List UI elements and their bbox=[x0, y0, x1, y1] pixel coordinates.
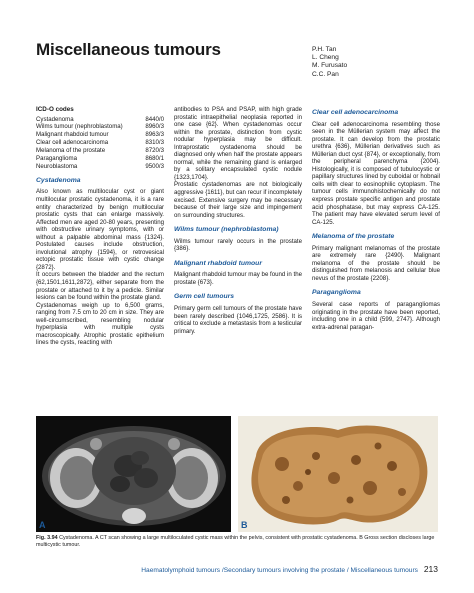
ct-scan-graphic bbox=[36, 416, 231, 532]
icdo-code: 8720/3 bbox=[145, 147, 164, 155]
author: P.H. Tan bbox=[312, 46, 337, 53]
icdo-code: 8440/0 bbox=[145, 115, 164, 123]
icdo-heading: ICD-O codes bbox=[36, 106, 74, 113]
icdo-row bbox=[36, 147, 164, 155]
column-1 bbox=[36, 106, 164, 347]
author-list bbox=[312, 46, 347, 79]
ct-scan-image bbox=[36, 416, 231, 532]
icdo-row bbox=[36, 131, 164, 139]
icdo-row bbox=[36, 155, 164, 163]
body-paragraph: Prostatic cystadenomas are not biologically aggressive {1611}, but can recur if incompletely excised. Extensive surgery may be necessary because of their large size and impingement on surrounding structures. bbox=[174, 181, 302, 219]
icdo-name: Cystadenoma bbox=[36, 115, 74, 123]
body-paragraph: Primary germ cell tumours of the prostate have been rarely described {1046,1725, 2586}. It is critical to exclude a metastasis from a testicular primary. bbox=[174, 305, 302, 335]
author: M. Furusato bbox=[312, 62, 348, 70]
section-heading-melanoma: Melanoma of the prostate bbox=[312, 233, 395, 241]
column-3 bbox=[312, 109, 440, 331]
page-title: Miscellaneous tumours bbox=[36, 40, 221, 59]
icdo-row bbox=[36, 116, 164, 124]
body-paragraph: Cystadenomas weigh up to 6,500 grams, ranging from 7.5 cm to 20 cm in size. They are well-circumscribed, resembling nodular hyperplasia with multiple cysts macroscopically. Atrophic prostatic epithelium lines the cysts, reacting with bbox=[36, 301, 164, 347]
icdo-row bbox=[36, 123, 164, 131]
icdo-code: 8680/1 bbox=[145, 155, 164, 163]
body-paragraph: Primary malignant melanomas of the prostate are extremely rare {2490}. Malignant melanoma of the prostate should be distinguished from melanosis and cellular blue nevus of the prostate {2208}. bbox=[312, 244, 440, 282]
body-paragraph: antibodies to PSA and PSAP, with high grade prostatic intraepithelial neoplasia reported in one case {62}. When cystadenomas occur within the prostate, distinction from cystic nodular hyperplasia may be difficult. Intraprostatic cystadenoma should be diagnosed only when half the prostate appears normal, while the remaining gland is enlarged by a solitary encapsulated cystic nodule {1323,1704}. bbox=[174, 106, 302, 181]
gross-specimen-graphic bbox=[238, 416, 438, 532]
body-paragraph: Wilms tumour rarely occurs in the prostate {386}. bbox=[174, 237, 302, 253]
panel-label-a: A bbox=[39, 520, 46, 530]
section-heading-germ-cell: Germ cell tumours bbox=[174, 293, 235, 301]
icdo-name: Wilms tumour (nephroblastoma) bbox=[36, 123, 123, 131]
icdo-name: Neuroblastoma bbox=[36, 162, 78, 170]
icdo-code: 8960/3 bbox=[145, 123, 164, 131]
icdo-code: 9500/3 bbox=[145, 162, 164, 170]
icdo-code: 8963/3 bbox=[145, 131, 164, 139]
icdo-name: Malignant rhabdoid tumour bbox=[36, 131, 109, 139]
author: L. Cheng bbox=[312, 54, 339, 62]
body-paragraph: Several case reports of paragangliomas originating in the prostate have been reported, including one in a child {599, 2747}. Although extra-adrenal paragan- bbox=[312, 301, 440, 331]
icdo-row bbox=[36, 163, 164, 171]
running-title: Haematolymphoid tumours /Secondary tumours involving the prostate / Miscellaneous tumours bbox=[141, 567, 418, 574]
section-heading-cystadenoma: Cystadenoma bbox=[36, 176, 81, 184]
gross-section-image bbox=[238, 416, 438, 532]
page-number: 213 bbox=[423, 564, 438, 574]
body-paragraph: Malignant rhabdoid tumour may be found in the prostate {673}. bbox=[174, 271, 302, 286]
running-footer bbox=[36, 564, 438, 574]
icdo-code: 8310/3 bbox=[145, 139, 164, 147]
section-heading-paraganglioma: Paraganglioma bbox=[312, 289, 361, 297]
caption-text: Cystadenoma. A CT scan showing a large multiloculated cystic mass within the pelvis, consistent with prostatic cystadenoma. B Gross section discloses large multicystic tumour. bbox=[36, 535, 435, 548]
section-heading-rhabdoid: Malignant rhabdoid tumour bbox=[174, 259, 262, 267]
author: C.C. Pan bbox=[312, 70, 339, 78]
caption-label: Fig. 3.94 bbox=[36, 535, 58, 541]
body-paragraph: Clear cell adenocarcinoma resembling those seen in the Müllerian system may affect the prostate. It can develop from the prostatic urethra {636}, Müllerian derivatives such as Müllerian duct cyst {874}, or exceptionally, from the peripheral parenchyma {2004}. Histologically, it is composed of tubulocystic or papillary structures lined by cuboidal or hobnail cells with clear to eosinophilic cytoplasm. The tumour cells immunohistochemically do not express prostate specific antigen and prostate acid phosphatase, but may express CA-125. The patient may have elevated serum level of CA-125. bbox=[312, 120, 440, 226]
body-paragraph: Also known as multilocular cyst or giant multilocular prostatic cystadenoma, it is a rare entity characterized by benign multilocular prostatic cysts that can enlarge massively. Affected men are aged 20-80 years, presenting with obstructive urinary symptoms, with or without a palpable abdominal mass {1324}. Postulated causes include obstruction, involutional atrophy {1594}, or retrovesical ectopic prostatic tissue with cystic change {2872}. bbox=[36, 188, 164, 271]
icdo-row bbox=[36, 139, 164, 147]
section-heading-clear-cell: Clear cell adenocarcinoma bbox=[312, 109, 399, 116]
body-paragraph: It occurs between the bladder and the rectum {62,1501,1611,2872}, either separate from the prostate or attached to it by a pedicle. Similar lesions can be found within the prostate gland. bbox=[36, 271, 164, 302]
section-heading-wilms: Wilms tumour (nephroblastoma) bbox=[174, 226, 279, 234]
icdo-name: Clear cell adenocarcinoma bbox=[36, 139, 109, 147]
column-2 bbox=[174, 106, 302, 335]
icdo-name: Paraganglioma bbox=[36, 155, 77, 163]
panel-label-b: B bbox=[241, 520, 248, 530]
figure-caption bbox=[36, 535, 438, 549]
icdo-name: Melanoma of the prostate bbox=[36, 147, 106, 155]
